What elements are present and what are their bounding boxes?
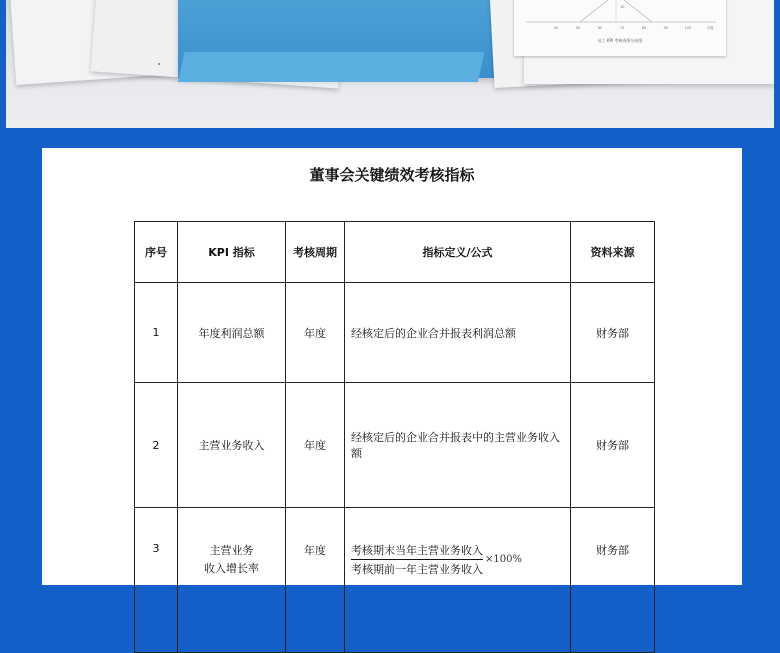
table-row bbox=[135, 383, 655, 508]
formula-multiplier: ×100% bbox=[485, 554, 522, 565]
header-period: 考核周期 bbox=[286, 222, 345, 283]
chart-sheet bbox=[514, 0, 726, 56]
folder-pocket bbox=[178, 52, 484, 82]
cell-period: 年度 bbox=[286, 283, 345, 383]
mini-chart-peak-label: 10 bbox=[620, 5, 625, 9]
document-card bbox=[42, 148, 742, 585]
cell-period: 年度 bbox=[286, 383, 345, 508]
document-title: 董事会关键绩效考核指标 bbox=[309, 166, 475, 184]
mini-chart-ticks bbox=[554, 25, 714, 30]
header-kpi: KPI 指标 bbox=[178, 222, 286, 283]
header-source: 资料来源 bbox=[571, 222, 655, 283]
formula-numerator: 考核期末当年主营业务收入 bbox=[351, 542, 483, 560]
mini-chart-caption: 员工 KPI 考核成绩分布图 bbox=[597, 38, 643, 43]
formula-fraction bbox=[351, 542, 483, 577]
cell-source: 财务部 bbox=[571, 283, 655, 383]
cell-definition: 经核定后的企业合并报表中的主营业务收入额 bbox=[345, 383, 571, 508]
mini-chart-tick-label: 60 bbox=[597, 26, 603, 30]
kpi-table bbox=[134, 221, 655, 653]
cell-no: 2 bbox=[135, 383, 178, 508]
growth-formula bbox=[351, 542, 566, 577]
header-no: 序号 bbox=[135, 222, 178, 283]
mini-chart-tick-label: 50 bbox=[575, 26, 581, 30]
cell-source: 财务部 bbox=[571, 508, 655, 653]
mini-chart-tick-label: 70 bbox=[619, 26, 625, 30]
header-definition: 指标定义/公式 bbox=[345, 222, 571, 283]
cell-definition: 经核定后的企业合并报表利润总额 bbox=[345, 283, 571, 383]
cell-kpi: 主营业务 收入增长率 bbox=[178, 508, 286, 653]
mini-chart-tick-label: 100 bbox=[684, 26, 692, 30]
cell-no: 1 bbox=[135, 283, 178, 383]
cell-formula bbox=[345, 508, 571, 653]
cell-kpi: 年度利润总额 bbox=[178, 283, 286, 383]
mini-chart-tick-label: 90 bbox=[663, 26, 669, 30]
cell-kpi: 主营业务收入 bbox=[178, 383, 286, 508]
paper-mark bbox=[158, 63, 160, 65]
mini-chart-tick-label: 40 bbox=[553, 26, 559, 30]
cell-source: 财务部 bbox=[571, 383, 655, 508]
formula-denominator: 考核期前一年主营业务收入 bbox=[351, 563, 483, 576]
table-header-row bbox=[135, 222, 655, 283]
mini-distribution-chart bbox=[520, 0, 720, 38]
mockup-scene bbox=[6, 0, 774, 128]
table-row bbox=[135, 508, 655, 653]
cell-period: 年度 bbox=[286, 508, 345, 653]
table-row bbox=[135, 283, 655, 383]
mini-chart-tick-label: 分数 bbox=[706, 26, 714, 30]
cell-no: 3 bbox=[135, 508, 178, 653]
mini-chart-tick-label: 80 bbox=[641, 26, 647, 30]
